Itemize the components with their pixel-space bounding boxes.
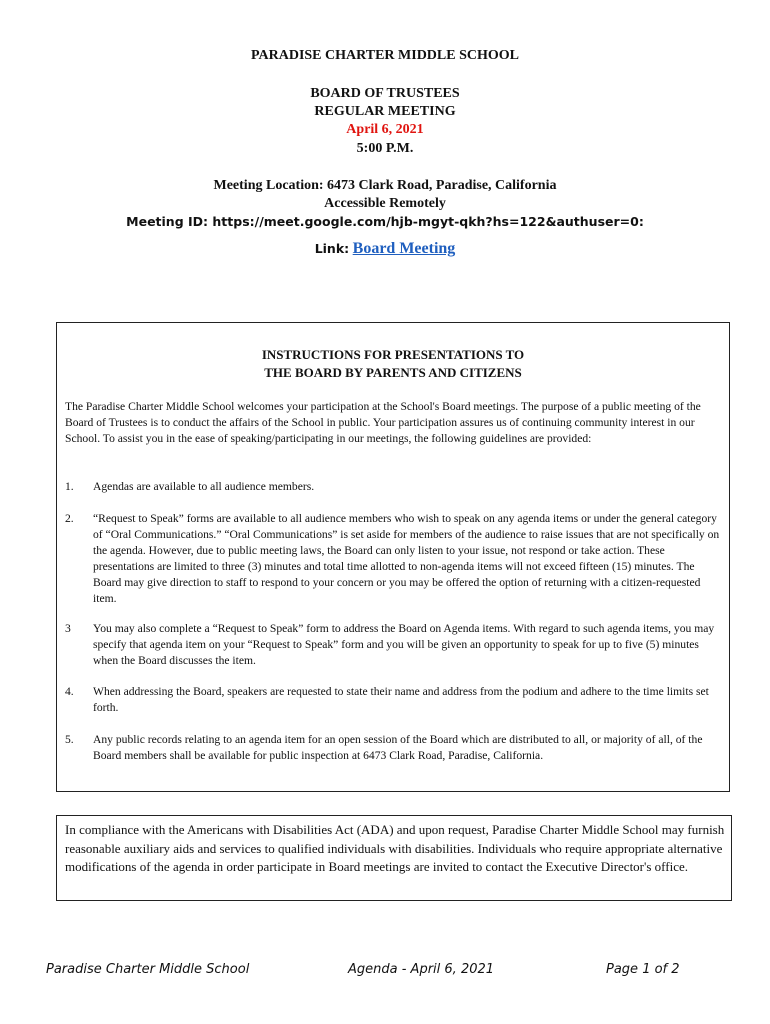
meeting-location: Meeting Location: 6473 Clark Road, Paradise, California	[213, 178, 557, 193]
instructions-title-1: INSTRUCTIONS FOR PRESENTATIONS TO	[261, 347, 525, 362]
item-number: 4.	[65, 685, 74, 698]
link-label: Link:	[314, 241, 350, 256]
school-name: PARADISE CHARTER MIDDLE SCHOOL	[250, 48, 519, 63]
meeting-id-value: https://meet.google.com/hjb-mgyt-qkh?hs=122&authuser=0:	[212, 214, 644, 229]
instructions-intro: The Paradise Charter Middle School welcomes your participation at the School's Board meetings. The purpose of a public meeting of the Board of Trustees is to conduct the affairs of the School in public. Your participation assures us of continuing community interest in our School. To assist you in the ease of speaking/participating in our meetings, the following guidelines are provided:	[65, 400, 701, 445]
meeting-date: April 6, 2021	[346, 122, 424, 137]
item-text: When addressing the Board, speakers are requested to state their name and address from the podium and adhere to the time limits set forth.	[93, 685, 709, 714]
item-number: 5.	[65, 733, 74, 746]
instructions-box	[56, 322, 730, 792]
footer-agenda: Agenda - April 6, 2021	[348, 962, 495, 977]
item-number: 3	[65, 622, 71, 635]
ada-notice-box	[56, 815, 732, 901]
board-meeting-link[interactable]: Board Meeting	[352, 240, 456, 257]
item-text: Agendas are available to all audience members.	[93, 480, 315, 493]
item-text: You may also complete a “Request to Speak” form to address the Board on Agenda items. With regard to such agenda items, you may specify that agenda item on your “Request to Speak” form and you will be given an opportunity to speak for up to five (5) minutes when the Board discusses the item.	[93, 622, 715, 667]
item-number: 1.	[65, 480, 74, 493]
meeting-id	[0, 213, 770, 231]
item-text: “Request to Speak” forms are available to all audience members who wish to speak on any agenda items or under the general category of “Oral Communications.” “Oral Communications” is set aside for members of the audience to raise issues that are not specifically on the agenda. However, due to public meeting laws, the Board can only listen to your issue, not respond or take action. These presentations are limited to three (3) minutes and total time allotted to non-agenda items will not exceed fifteen (15) minutes. The Board may give direction to staff to respond to your concern or you may be offered the option of returning with a citizen-requested item.	[93, 512, 720, 605]
accessible-remotely: Accessible Remotely	[324, 196, 446, 211]
footer-school: Paradise Charter Middle School	[46, 962, 250, 977]
board-title: BOARD OF TRUSTEES	[310, 86, 460, 101]
meeting-time: 5:00 P.M.	[356, 141, 414, 156]
item-text: Any public records relating to an agenda item for an open session of the Board which are distributed to all, or majority of all, of the Board members shall be available for public inspection at 6473 Clark Road, Paradise, California.	[93, 733, 703, 762]
meeting-id-label: Meeting ID:	[126, 214, 209, 229]
ada-notice: In compliance with the Americans with Disabilities Act (ADA) and upon request, Paradise Charter Middle School may furnish reasonable auxiliary aids and services to qualified individuals with disabilities. Individuals who require appropriate alternative modifications of the agenda in order participate in Board meetings are invited to contact the Executive Director's office.	[65, 822, 725, 874]
link-row	[0, 240, 770, 259]
footer-page: Page 1 of 2	[606, 962, 680, 977]
meeting-type: REGULAR MEETING	[314, 104, 456, 119]
instructions-title-2: THE BOARD BY PARENTS AND CITIZENS	[264, 365, 522, 380]
item-number: 2.	[65, 512, 74, 525]
